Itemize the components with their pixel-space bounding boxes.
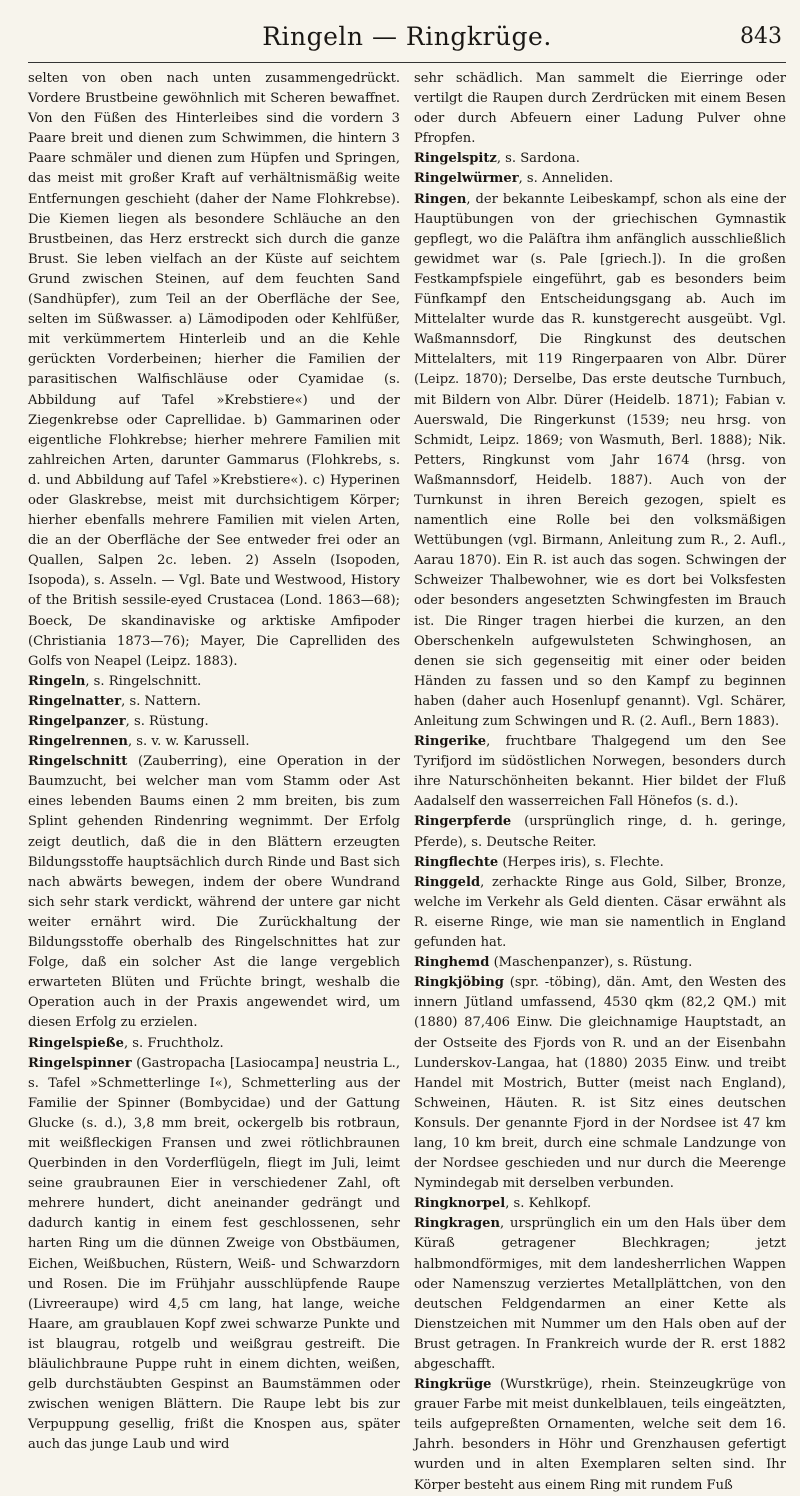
entry-text: (Zauberring), eine Operation in der Baumzucht, bei welcher man vom Stamm oder Ast eines lebenden Baums einen 2 mm breiten, bis zum Splint gehenden Rindenring wegnimmt. Der Erfolg zeigt deutlich, daß die in den Blättern erzeugten Bildungsstoffe hauptsächlich durch Rinde und Bast sich nach abwärts bewegen, indem der obere Wundrand sich sehr stark verdickt, während der untere gar nicht weiter ernährt wird. Die Zurückhaltung der Bildungsstoffe oberhalb des Ringelschnittes hat zur Folge, daß ein solcher Ast die lange vergeblich erwarteten Blüten und Früchte bringt, weshalb die Operation auch in der Praxis angewendet wird, um diesen Erfolg zu erzielen. xyxy=(28,754,400,1031)
entry-headword: Ringkragen xyxy=(414,1216,500,1232)
entry-text: , fruchtbare Thalgegend um den See Tyrifjord im südöstlichen Norwegen, besonders durch ihre Naturschönheiten bekannt. Hier bildet der Fluß Aadalself den wasserreichen Fall Hönefos (s. d.). xyxy=(414,734,786,810)
entry-text: , s. Fruchtholz. xyxy=(123,1035,224,1051)
entry-text: , s. Sardona. xyxy=(496,151,580,167)
entry-headword: Ringen xyxy=(414,191,467,207)
entry-headword: Ringhemd xyxy=(414,955,490,971)
entry-headword: Ringeln xyxy=(28,673,86,689)
text-columns xyxy=(28,69,786,1493)
left-column xyxy=(28,69,400,1453)
dictionary-entry xyxy=(414,149,786,169)
entry-text: , zerhackte Ringe aus Gold, Silber, Bronze, welche im Verkehr als Geld dienten. Cäsar erwähnt als R. eiserne Ringe, wie man sie namentlich in England gefunden hat. xyxy=(414,874,786,951)
page-number: 843 xyxy=(740,24,782,49)
entry-text: sehr schädlich. Man sammelt die Eierringe oder vertilgt die Raupen durch Zerdrücken mit einem Besen oder durch Abfeuern einer Ladung Pulver ohne Pfropfen. xyxy=(414,71,786,147)
entry-headword: Ringgeld xyxy=(414,874,481,890)
entry-text: selten von oben nach unten zusammengedrückt. Vordere Brustbeine gewöhnlich mit Scheren bewaffnet. Von den Füßen des Hinterleibes sind die vordern 3 Paare breit und dienen zum Schwimmen, die hintern 3 Paare schmäler und dienen zum Hüpfen und Springen, das meist mit großer Kraft auf verhältnismäßig weite Entfernungen geschieht (daher der Name Flohkrebse). Die Kiemen liegen als besondere Schläuche an den Brustbeinen, das Herz erstreckt sich durch die ganze Brust. Sie leben vielfach an der Küste auf seichtem Grund zwischen Steinen, auf dem feuchten Sand (Sandhüpfer), zum Teil an der Oberfläche der See, selten im Süßwasser. a) Lämodipoden oder Kehlfüßer, mit verkümmertem Hinterleib und an die Kehle gerückten Vorderbeinen; hierher die Familien der parasitischen Walfischläuse oder Cyamidae (s. Abbildung auf Tafel »Krebstiere«) und der Ziegenkrebse oder Caprellidae. b) Gammarinen oder eigentliche Flohkrebse; hierher mehrere Familien mit zahlreichen Arten, darunter Gammarus (Flohkrebs, s. d. und Abbildung auf Tafel »Krebstiere«). c) Hyperinen oder Glaskrebse, meist mit durchsichtigem Körper; hierher ebenfalls mehrere Familien mit vielen Arten, die an der Oberfläche der See entweder frei oder an Quallen, Salpen 2c. leben. 2) Asseln (Isopoden, Isopoda), s. Asseln. — Vgl. Bate und Westwood, History of the British sessile-eyed Crustacea (Lond. 1863—68); Boeck, De skandinaviske og arktiske Amfipoder (Christiania 1873—76); Mayer, Die Caprelliden des Golfs von Neapel (Leipz. 1883). xyxy=(28,71,400,669)
dictionary-entry xyxy=(414,190,786,733)
entry-text: , s. Ringelschnitt. xyxy=(85,673,202,689)
dictionary-entry xyxy=(28,752,400,1033)
entry-text: (Wurstkrüge), rhein. Steinzeugkrüge von grauer Farbe mit meist dunkelblauen, teils eingeätzten, teils aufgepreßten Ornamenten, welche seit dem 16. Jahrh. besonders in Höhr und Grenzhausen gefertigt wurden und in alten Exemplaren selten sind. Ihr Körper besteht aus einem Ring mit rundem Fuß xyxy=(414,1377,786,1493)
dictionary-entry xyxy=(414,973,786,1194)
dictionary-entry xyxy=(414,1214,786,1375)
dictionary-entry xyxy=(414,1375,786,1496)
entry-text: , ursprünglich ein um den Hals über dem Küraß getragener Blechkragen; jetzt halbmondförmiges, mit dem landesherrlichen Wappen oder Namenszug verziertes Metallplättchen, von den deutschen Feldgendarmen an einer Kette als Dienstzeichen mit Nummer um den Hals oben auf der Brust getragen. In Frankreich wurde der R. erst 1882 abgeschafft. xyxy=(414,1216,786,1372)
entry-text: (spr. -töbing), dän. Amt, den Westen des innern Jütland umfassend, 4530 qkm (82,2 QM.) mit (1880) 87,406 Einw. Die gleichnamige Hauptstadt, an der Ostseite des Fjords von R. und an der Eisenbahn Lunderskov-Langaa, hat (1880) 2035 Einw. und treibt Handel mit Mostrich, Butter (meist nach England), Schweinen, Häuten. R. ist Sitz eines deutschen Konsuls. Der genannte Fjord in der Nordsee ist 47 km lang, 10 km breit, durch eine schmale Landzunge von der Nordsee geschieden und nur durch die Meerenge Nymindegab mit derselben verbunden. xyxy=(414,975,786,1192)
entry-text: , der bekannte Leibeskampf, schon als eine der Hauptübungen von der griechischen Gymnastik gepflegt, wo die Paläſtra ihm anfänglich ausschließlich gewidmet war (s. Pale [griech.]). In die großen Festkampfspiele eingeführt, gab es besonders beim Fünfkampf den Entscheidungsgang ab. Auch im Mittelalter wurde das R. kunstgerecht ausgeübt. Vgl. Waßmannsdorf, Die Ringkunst des deutschen Mittelalters, mit 119 Ringerpaaren von Albr. Dürer (Leipz. 1870); Derselbe, Das erste deutsche Turnbuch, mit Bildern von Albr. Dürer (Heidelb. 1871); Fabian v. Auerswald, Die Ringerkunst (1539; neu hrsg. von Schmidt, Leipz. 1869; von Wasmuth, Berl. 1888); Nik. Petters, Ringkunst vom Jahr 1674 (hrsg. von Waßmannsdorf, Heidelb. 1887). Auch von der Turnkunst in ihren Bereich gezogen, spielt es namentlich eine Rolle bei den volksmäßigen Wettübungen (vgl. Birmann, Anleitung zum R., 2. Aufl., Aarau 1870). Ein R. ist auch das sogen. Schwingen der Schweizer Thalbewohner, wie es dort bei Volksfesten oder besonders angesetzten Schwingfesten im Brauch ist. Die Ringer tragen hierbei die kurzen, an den Oberschenkeln aufgewulsteten Schwinghosen, an denen sie sich gegenseitig mit einer oder beiden Händen zu fassen und so den Kampf zu beginnen haben (daher auch Hosenlupf genannt). Vgl. Schärer, Anleitung zum Schwingen und R. (2. Aufl., Bern 1883). xyxy=(414,191,786,729)
dictionary-entry xyxy=(414,873,786,953)
entry-text: , s. Anneliden. xyxy=(518,171,614,187)
dictionary-entry xyxy=(28,712,400,732)
dictionary-entry xyxy=(414,69,786,149)
dictionary-entry xyxy=(414,953,786,973)
dictionary-entry xyxy=(414,853,786,873)
dictionary-entry xyxy=(414,732,786,812)
dictionary-entry xyxy=(28,732,400,752)
entry-text: (Gastropacha [Lasiocampa] neustria L., s. Tafel »Schmetterlinge I«), Schmetterling aus der Familie der Spinner (Bombycidae) und der Gattung Glucke (s. d.), 3,8 mm breit, ockergelb bis rotbraun, mit weißfleckigen Fransen und zwei rötlichbraunen Querbinden in den Vorderflügeln, fliegt im Juli, leimt seine graubraunen Eier in verschiedener Zahl, oft mehrere hundert, dicht aneinander gedrängt und dadurch kantig in einem fest geschlossenen, sehr harten Ring um die dünnen Zweige von Obstbäumen, Eichen, Weißbuchen, Rüstern, Weiß- und Schwarzdorn und Rosen. Die im Frühjahr ausschlüpfende Raupe (Livreeraupe) wird 4,5 cm lang, hat lange, weiche Haare, am graublauen Kopf zwei schwarze Punkte und ist blaugrau, rotgelb und weißgrau gestreift. Die bläulichbraune Puppe ruht in einem dichten, weißen, gelb durchstäubten Gespinst an Baumstämmen oder zwischen wenigen Blättern. Die Raupe lebt bis zur Verpuppung gesellig, frißt die Knospen aus, später auch das junge Laub und wird xyxy=(28,1055,400,1453)
dictionary-entry xyxy=(28,1054,400,1456)
entry-headword: Ringelpanzer xyxy=(28,714,126,729)
entry-headword: Ringknorpel xyxy=(414,1196,506,1212)
entry-headword: Ringkrüge xyxy=(414,1377,492,1393)
entry-headword: Ringelnatter xyxy=(28,693,122,709)
entry-text: , s. Rüstung. xyxy=(125,714,209,729)
entry-text: , s. Kehlkopf. xyxy=(505,1196,592,1212)
dictionary-entry xyxy=(28,692,400,712)
entry-headword: Ringerike xyxy=(414,734,487,750)
dictionary-entry xyxy=(28,1034,400,1054)
entry-text: , s. v. w. Karussell. xyxy=(127,734,250,750)
entry-headword: Ringflechte xyxy=(414,854,499,870)
dictionary-entry xyxy=(414,1194,786,1214)
entry-headword: Ringelspitz xyxy=(414,151,497,167)
entry-headword: Ringelspinner xyxy=(28,1055,132,1071)
entry-headword: Ringelspieße xyxy=(28,1035,124,1051)
dictionary-entry xyxy=(414,169,786,189)
entry-text: (ursprünglich ringe, d. h. geringe, Pferde), s. Deutsche Reiter. xyxy=(414,814,786,850)
dictionary-entry xyxy=(414,812,786,852)
page-title: Ringeln — Ringkrüge. xyxy=(262,22,552,51)
dictionary-entry xyxy=(28,69,400,672)
right-column xyxy=(414,69,786,1493)
dictionary-entry xyxy=(28,672,400,692)
entry-text: , s. Nattern. xyxy=(121,693,201,709)
entry-headword: Ringerpferde xyxy=(414,814,512,830)
entry-headword: Ringelrennen xyxy=(28,734,128,750)
entry-headword: Ringkjöbing xyxy=(414,975,504,991)
entry-text: (Maschenpanzer), s. Rüstung. xyxy=(489,955,693,971)
running-header xyxy=(28,14,786,63)
entry-text: (Herpes iris), s. Flechte. xyxy=(498,854,664,870)
entry-headword: Ringelwürmer xyxy=(414,171,519,187)
entry-headword: Ringelschnitt xyxy=(28,754,128,770)
